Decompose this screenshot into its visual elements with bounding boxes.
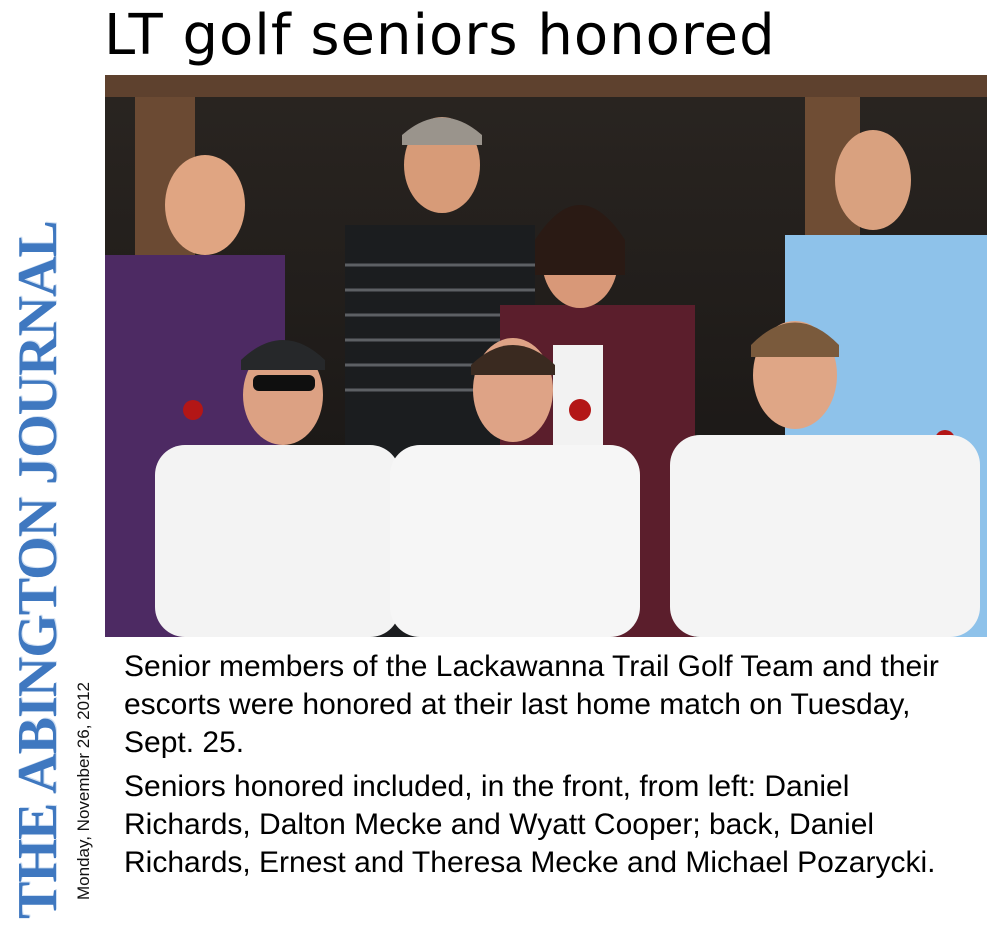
photo-caption <box>124 648 984 882</box>
caption-names-paragraph: Seniors honored included, in the front, from left: Daniel Richards, Dalton Mecke and Wyatt Cooper; back, Daniel Richards, Ernest and Theresa Mecke and Michael Pozarycki. <box>124 770 936 879</box>
newspaper-masthead: THE ABINGTON JOURNAL <box>7 221 69 919</box>
masthead-column <box>0 0 68 939</box>
article-headline: LT golf seniors honored <box>104 3 776 68</box>
article-photo <box>105 75 987 637</box>
caption-paragraph: Senior members of the Lackawanna Trail Golf Team and their escorts were honored at their last home match on Tuesday, Sept. 25. <box>124 650 939 759</box>
issue-date: Monday, November 26, 2012 <box>74 682 93 900</box>
